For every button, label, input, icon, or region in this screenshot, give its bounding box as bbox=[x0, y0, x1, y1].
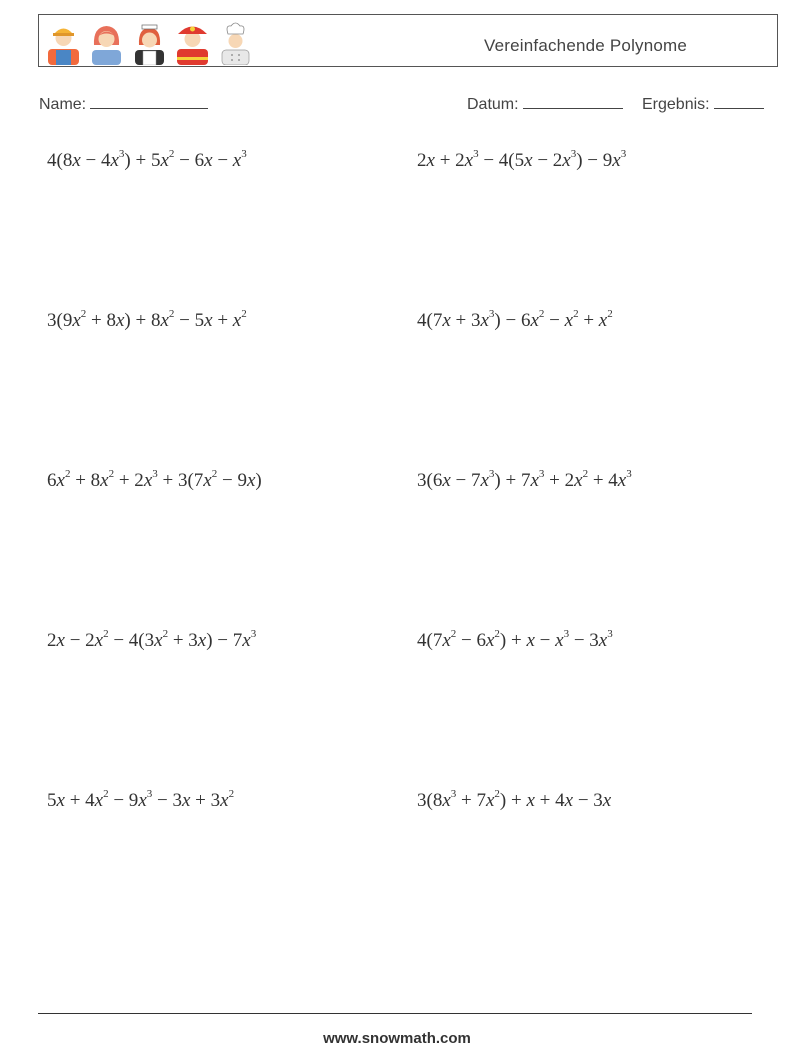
chef-icon bbox=[217, 19, 254, 65]
name-field bbox=[39, 94, 208, 114]
date-blank[interactable] bbox=[523, 94, 623, 109]
worksheet-title: Vereinfachende Polynome bbox=[484, 36, 688, 55]
problem-10: $3(8x^3 + 7x^2) + x + 4x - 3x$ bbox=[417, 788, 612, 811]
problem-7: $2x - 2x^2 - 4(3x^2 + 3x) - 7x^3$ bbox=[47, 628, 257, 651]
avatar-strip bbox=[45, 19, 254, 65]
problem-2: $2x + 2x^3 - 4(5x - 2x^3) - 9x^3$ bbox=[417, 148, 627, 171]
result-field bbox=[642, 94, 764, 114]
problem-1: $4(8x - 4x^3) + 5x^2 - 6x - x^3$ bbox=[47, 148, 247, 171]
date-label: Datum: bbox=[467, 96, 519, 113]
problem-4: $4(7x + 3x^3) - 6x^2 - x^2 + x^2$ bbox=[417, 308, 613, 331]
problem-6: $3(6x - 7x^3) + 7x^3 + 2x^2 + 4x^3$ bbox=[417, 468, 632, 491]
name-label: Name: bbox=[39, 96, 87, 113]
footer-divider bbox=[38, 1013, 752, 1014]
construction-worker-icon bbox=[45, 19, 82, 65]
problem-5: $6x^2 + 8x^2 + 2x^3 + 3(7x^2 - 9x)$ bbox=[47, 468, 262, 491]
problem-3: $3(9x^2 + 8x) + 8x^2 - 5x + x^2$ bbox=[47, 308, 247, 331]
problem-9: $5x + 4x^2 - 9x^3 - 3x + 3x^2$ bbox=[47, 788, 235, 811]
woman-icon bbox=[88, 19, 125, 65]
name-blank[interactable] bbox=[90, 94, 208, 109]
waitress-icon bbox=[131, 19, 168, 65]
firefighter-icon bbox=[174, 19, 211, 65]
result-blank[interactable] bbox=[714, 94, 764, 109]
header-box bbox=[38, 14, 778, 67]
result-label: Ergebnis: bbox=[642, 96, 710, 113]
problem-8: $4(7x^2 - 6x^2) + x - x^3 - 3x^3$ bbox=[417, 628, 613, 651]
date-field bbox=[467, 94, 623, 114]
footer-website: www.snowmath.com bbox=[323, 1030, 471, 1047]
